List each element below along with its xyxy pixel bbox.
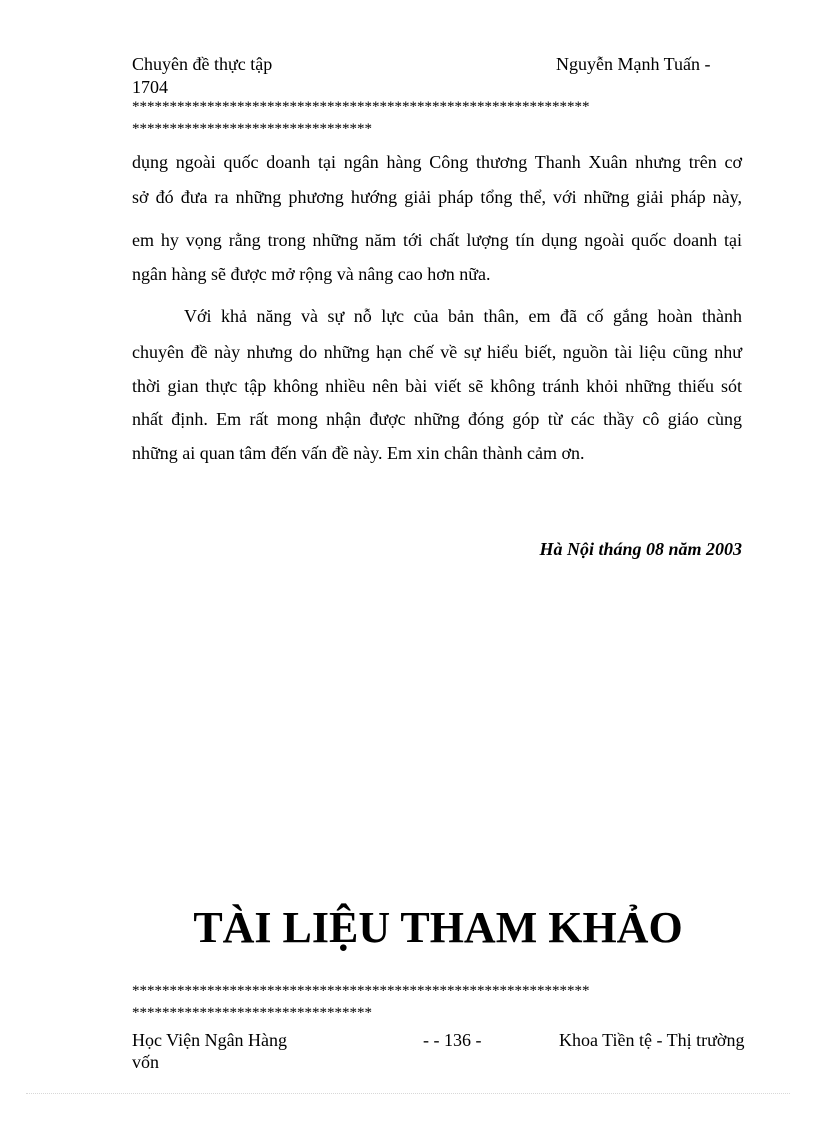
paragraph-line: Với khả năng và sự nỗ lực của bản thân, em đã cố gắng hoàn thành (184, 306, 742, 326)
paragraph-line: dụng ngoài quốc doanh tại ngân hàng Công thương Thanh Xuân nhưng trên cơ (132, 152, 742, 172)
paragraph-line: những ai quan tâm đến vấn đề này. Em xin chân thành cảm ơn. (132, 443, 585, 463)
footer-right-text: Khoa Tiền tệ - Thị trường (559, 1030, 745, 1050)
footer-page-number: - - 136 - (423, 1030, 482, 1050)
header-stars-line-2: ******************************** (132, 121, 372, 137)
header-right-text: Nguyễn Mạnh Tuấn - (556, 54, 711, 74)
paragraph-line: ngân hàng sẽ được mở rộng và nâng cao hơn nữa. (132, 264, 491, 284)
footer-continuation: vốn (132, 1052, 159, 1072)
paragraph-line: em hy vọng rằng trong những năm tới chất lượng tín dụng ngoài quốc doanh tại (132, 230, 742, 250)
page-bottom-divider (26, 1093, 790, 1094)
footer-stars-line-2: ******************************** (132, 1005, 372, 1021)
paragraph-line: sở đó đưa ra những phương hướng giải pháp tổng thể, với những giải pháp này, (132, 187, 742, 207)
paragraph-line: nhất định. Em rất mong nhận được những đóng góp từ các thầy cô giáo cùng (132, 409, 742, 429)
paragraph-line: thời gian thực tập không nhiều nên bài viết sẽ không tránh khỏi những thiếu sót (132, 376, 742, 396)
footer-left-text: Học Viện Ngân Hàng (132, 1030, 288, 1050)
footer-stars-line-1: ************************************************************* (132, 983, 590, 999)
header-stars-line-1: ************************************************************* (132, 99, 590, 115)
date-signature: Hà Nội tháng 08 năm 2003 (539, 539, 742, 559)
section-title: TÀI LIỆU THAM KHẢO (193, 903, 683, 952)
header-left-text: Chuyên đề thực tập (132, 54, 273, 74)
paragraph-line: chuyên đề này nhưng do những hạn chế về sự hiểu biết, nguồn tài liệu cũng như (132, 342, 742, 362)
header-continuation: 1704 (132, 77, 168, 97)
